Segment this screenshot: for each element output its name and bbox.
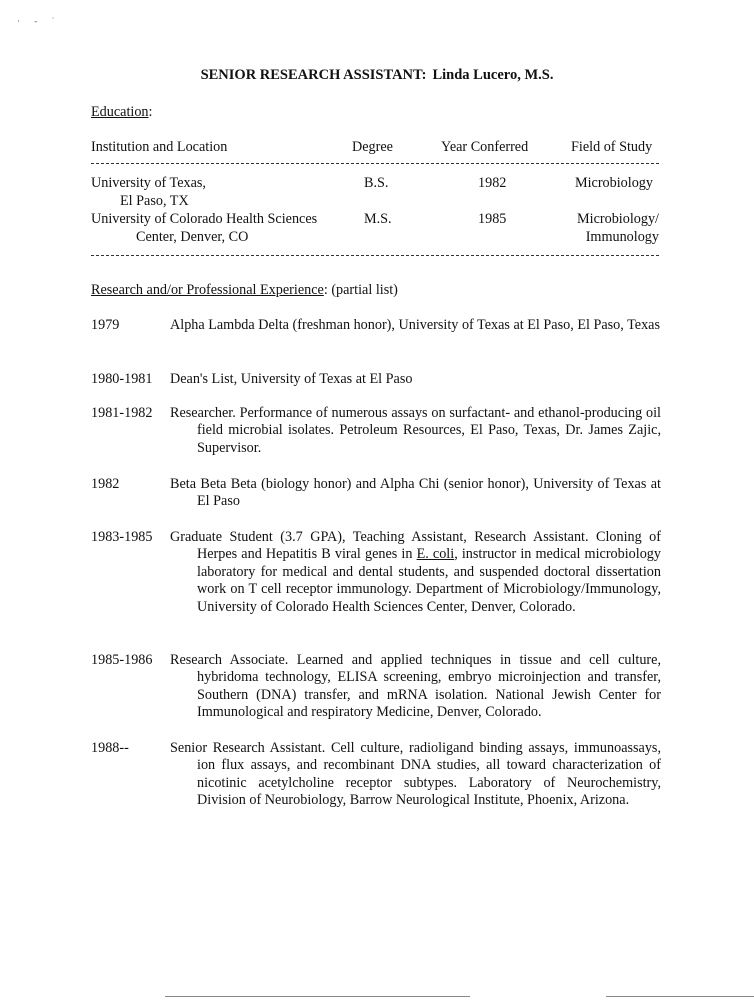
- header-institution: Institution and Location: [91, 139, 228, 155]
- entry-year: 1982: [91, 476, 120, 492]
- footer-rule-right: [606, 996, 754, 997]
- header-field: Field of Study: [571, 139, 653, 155]
- experience-entry: [91, 405, 661, 457]
- title-name: Linda Lucero, M.S.: [432, 67, 554, 83]
- table-row-2-institution: [91, 210, 317, 246]
- table-row-1-year: 1982: [478, 175, 507, 191]
- education-heading: [91, 104, 152, 121]
- field-line-2: Immunology: [585, 229, 659, 245]
- entry-text: Researcher. Performance of numerous assays on surfactant- and ethanol-producing oil field microbial isolates. Petroleum Resources, El Paso, Texas, Dr. James Zajic, Supervisor.: [170, 405, 661, 456]
- experience-entry: [91, 652, 661, 722]
- experience-heading: [91, 282, 398, 299]
- table-row-1-degree: B.S.: [364, 175, 389, 191]
- institution-line-1: University of Texas,: [91, 175, 206, 191]
- institution-line-2: Center, Denver, CO: [136, 229, 249, 245]
- entry-text: [170, 529, 661, 616]
- scan-mark: · ‐ ˙: [17, 16, 61, 26]
- title-role: SENIOR RESEARCH ASSISTANT:: [200, 67, 427, 83]
- entry-year: 1985-1986: [91, 652, 153, 668]
- entry-year: 1983-1985: [91, 529, 153, 545]
- institution-line-2: El Paso, TX: [120, 193, 189, 209]
- experience-suffix: : (partial list): [323, 282, 398, 298]
- experience-entry: [91, 740, 661, 810]
- entry-text: Dean's List, University of Texas at El Paso: [170, 371, 413, 387]
- education-label: Education: [91, 104, 149, 120]
- table-row-2-year: 1985: [478, 211, 507, 227]
- table-rule-top: [91, 163, 659, 164]
- header-year: Year Conferred: [441, 139, 529, 155]
- experience-entry: [91, 476, 661, 511]
- entry-text: Senior Research Assistant. Cell culture, radioligand binding assays, immunoassays, ion flux assays, and recombinant DNA studies, all toward characterization of nicotinic acetylcholine receptor subtypes. Laboratory of Neurochemistry, Division of Neurobiology, Barrow Neurological Institute, Phoenix, Arizona.: [170, 740, 661, 809]
- table-rule-bottom: [91, 255, 659, 256]
- footer-rule-left: [165, 996, 470, 997]
- experience-entry: [91, 371, 661, 388]
- institution-line-1: University of Colorado Health Sciences: [91, 211, 318, 227]
- table-row-1-institution: [91, 174, 206, 210]
- experience-entry: [91, 529, 661, 616]
- entry-year: 1979: [91, 317, 120, 333]
- entry-text: Research Associate. Learned and applied techniques in tissue and cell culture, hybridoma technology, ELISA screening, embryo microinjection and transfer, Southern (DNA) transfer, and mRNA isolation. National Jewish Center for Immunological and respiratory Medicine, Denver, Colorado.: [170, 652, 661, 721]
- field-line-1: Microbiology/: [577, 211, 659, 227]
- education-colon: :: [148, 104, 153, 120]
- entry-text-part: Graduate Student (3.7 GPA), Teaching Assistant, Research Assistant. Cloning of Herpes and Hepatitis B viral genes in: [170, 529, 661, 563]
- entry-text-part: , instructor in medical microbiology laboratory for medical and dental students, and suspended doctoral dissertation work on T cell receptor immunology. Department of Microbiology/Immunology, University of Colorado Health Sciences Center, Denver, Colorado.: [197, 546, 661, 615]
- entry-text: Beta Beta Beta (biology honor) and Alpha Chi (senior honor), University of Texas at El Paso: [170, 476, 661, 510]
- table-row-2-degree: M.S.: [364, 211, 392, 227]
- entry-year: 1981-1982: [91, 405, 153, 421]
- table-row-1-field: Microbiology: [574, 175, 653, 191]
- entry-text: Alpha Lambda Delta (freshman honor), University of Texas at El Paso, El Paso, Texas: [170, 317, 660, 333]
- entry-year: 1988--: [91, 740, 129, 756]
- entry-year: 1980-1981: [91, 371, 153, 387]
- table-row-2-field: [520, 210, 659, 246]
- page-title: [0, 67, 754, 84]
- entry-text-underlined: E. coli: [416, 546, 455, 563]
- header-degree: Degree: [352, 139, 393, 155]
- experience-entry: [91, 317, 661, 334]
- experience-label: Research and/or Professional Experience: [91, 282, 324, 298]
